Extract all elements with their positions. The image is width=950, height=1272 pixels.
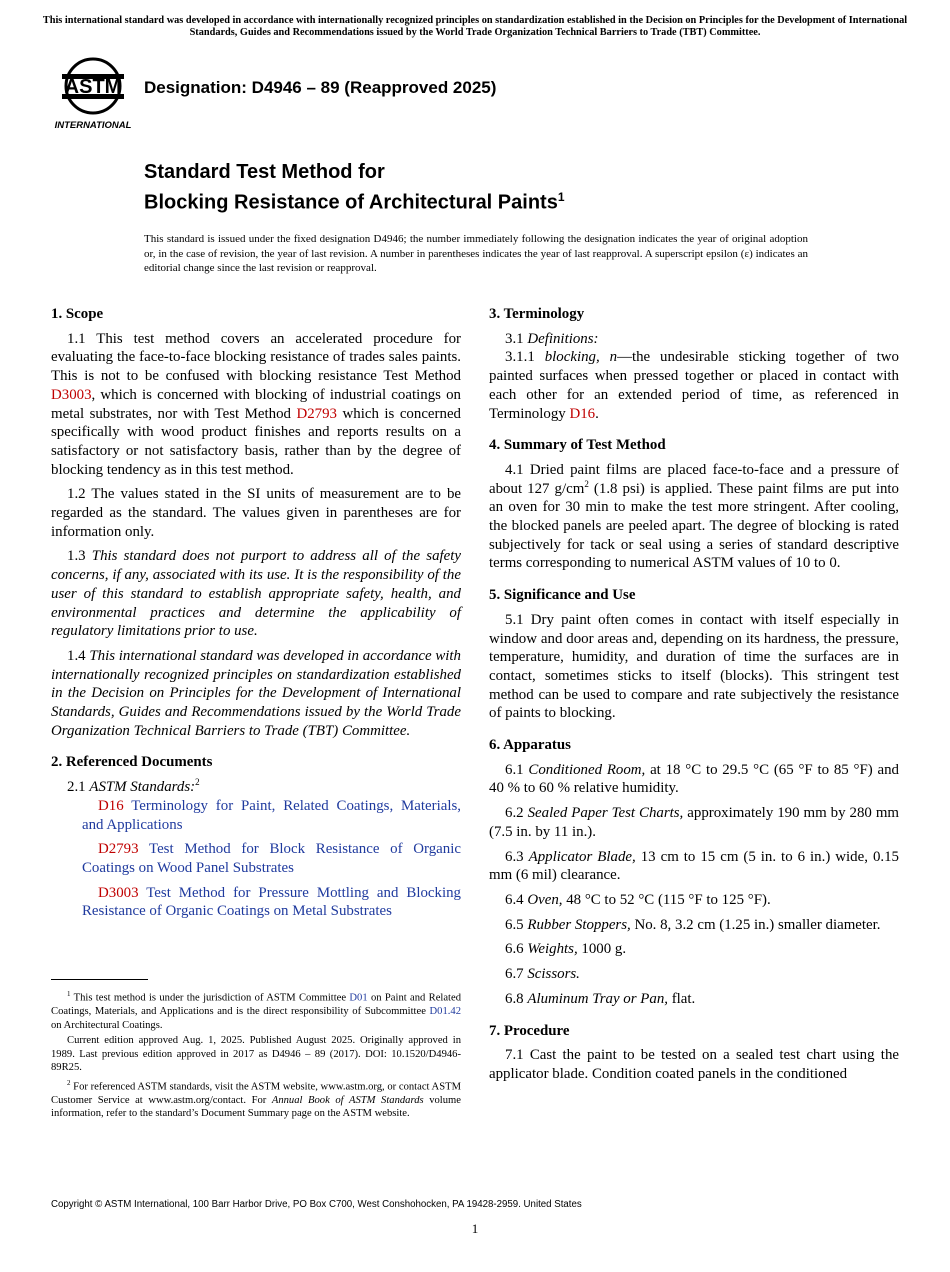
section-apparatus bbox=[489, 736, 899, 1008]
section-heading: 2. Referenced Documents bbox=[51, 754, 213, 771]
intro-paragraph: This standard is issued under the fixed designation D4946; the number immediately following the designation indicates the year of original adoption or, in the case of revision, the year of last revision. A number in parentheses indicates the year of last reapproval. A superscript epsilon (ε) indicates an editorial change since the last revision or reapproval. bbox=[144, 233, 808, 274]
paragraph-5-1: 5.1 Dry paint often comes in contact with itself especially in window and door areas and, depending on its hardness, the pressure, temperature, humidity, and duration of time the surfaces are in contact, sometimes sticks to itself (blocks). This stringent test method can be used to compare and rate subjectively the resistance of paints to blocking. bbox=[489, 611, 899, 722]
logo-subtext: INTERNATIONAL bbox=[54, 120, 132, 131]
term: Rubber Stoppers, bbox=[527, 916, 631, 933]
ref-item bbox=[51, 797, 461, 834]
title-text: Blocking Resistance of Architectural Paints bbox=[144, 191, 558, 214]
section-significance bbox=[489, 586, 899, 723]
para-number: 6.6 bbox=[505, 941, 528, 958]
footnote-marker: 2 bbox=[67, 1078, 71, 1087]
text: No. 8, 3.2 cm (1.25 in.) smaller diameter. bbox=[630, 916, 881, 933]
section-heading: 5. Significance and Use bbox=[489, 587, 636, 604]
text: which is concerned specifically with wood product finishes and reports results on a satisfactory or not satisfactory basis, rather than by the degree of blocking tendency as in this test method. bbox=[51, 405, 461, 478]
text: (1.8 psi) is applied. These paint films are put into an oven for 30 min to make the test more stringent. After cooling, the blocked panels are peeled apart. The degree of blocking is rated subjectively for tack or seal using a series of standard descriptive terms corresponding to numerical ASTM values of 10 to 0. bbox=[489, 480, 899, 572]
apparatus-item bbox=[489, 848, 899, 885]
apparatus-item bbox=[489, 804, 899, 841]
text: Definitions: bbox=[527, 330, 599, 347]
paragraph-4-1 bbox=[489, 461, 899, 573]
text: —the undesirable sticking together of two painted surfaces when pressed together or placed in contact with each other for an extended period of time, as referenced in Terminology bbox=[489, 349, 899, 422]
footnote-edition: Current edition approved Aug. 1, 2025. Published August 2025. Originally approved in 1989. Last previous edition approved in 2017 as D4946 – 89 (2017). DOI: 10.1520/D4946-89R25. bbox=[51, 1035, 461, 1074]
text: on Paint and Related Coatings, Materials, and Applications and is the direct responsibility of Subcommittee bbox=[51, 992, 461, 1018]
footnote-1 bbox=[51, 988, 461, 1032]
paragraph-7-1: 7.1 Cast the paint to be tested on a sealed test chart using the applicator blade. Condition coated panels in the conditioned bbox=[489, 1047, 899, 1082]
document-title bbox=[144, 160, 565, 216]
paragraph-1-2: 1.2 The values stated in the SI units of measurement are to be regarded as the standard. The values given in parentheses are for information only. bbox=[51, 486, 461, 540]
apparatus-item bbox=[489, 965, 899, 984]
term: Applicator Blade, bbox=[528, 848, 636, 865]
ref-link-d16[interactable]: D16 bbox=[569, 405, 596, 422]
para-number: 6.1 bbox=[505, 761, 529, 778]
text: 4.1 Dried paint films are placed face-to-face and a pressure of about 127 g/cm bbox=[489, 461, 899, 497]
apparatus-item bbox=[489, 990, 899, 1009]
footnote-divider bbox=[51, 979, 148, 980]
ref-link-d2793[interactable]: D2793 bbox=[296, 405, 338, 422]
para-number: 6.8 bbox=[505, 990, 528, 1007]
text: volume information, refer to the standard’s Document Summary page on the ASTM website. bbox=[51, 1094, 461, 1120]
section-heading: 4. Summary of Test Method bbox=[489, 437, 666, 454]
superscript: 2 bbox=[584, 478, 589, 489]
ref-title-link[interactable]: Test Method for Pressure Mottling and Blocking Resistance of Organic Coatings on Metal Substrates bbox=[82, 884, 461, 920]
ref-item bbox=[51, 884, 461, 921]
term: Oven, bbox=[527, 891, 563, 908]
text: Annual Book of ASTM Standards bbox=[271, 1094, 424, 1106]
section-heading: 1. Scope bbox=[51, 306, 104, 322]
para-number: 6.3 bbox=[505, 848, 529, 865]
text: on Architectural Coatings. bbox=[51, 1019, 163, 1031]
ref-link-d3003[interactable]: D3003 bbox=[51, 386, 92, 403]
term: Aluminum Tray or Pan, bbox=[527, 990, 668, 1007]
footnote-marker: 1 bbox=[67, 990, 71, 998]
section-scope bbox=[51, 305, 461, 740]
paragraph-1-3 bbox=[51, 547, 461, 641]
text: ASTM Standards: bbox=[89, 779, 196, 796]
para-number: 6.7 bbox=[505, 966, 528, 983]
title-footnote-marker: 1 bbox=[557, 190, 565, 204]
right-column bbox=[489, 305, 899, 1097]
term: blocking, n bbox=[544, 349, 618, 366]
text: 48 °C to 52 °C (115 °F to 125 °F). bbox=[562, 891, 771, 908]
paragraph-3-1 bbox=[489, 330, 899, 349]
text: . bbox=[595, 405, 599, 422]
text: , which is concerned with blocking of industrial coatings on metal substrates, nor with Test Method bbox=[51, 386, 461, 422]
footnote-marker: 2 bbox=[195, 777, 200, 788]
para-number: 3.1 bbox=[505, 330, 528, 347]
section-summary bbox=[489, 436, 899, 573]
text: 1.1 This test method covers an accelerated procedure for evaluating the face-to-face blocking resistance of trades sales paints. This is not to be confused with blocking resistance Test Method bbox=[51, 330, 461, 385]
term: Conditioned Room, bbox=[528, 761, 646, 778]
apparatus-item bbox=[489, 916, 899, 935]
text: This international standard was developed in accordance with internationally recognized principles on standardization established in the Decision on Principles for the Development of International Standards, Guides and Recommendations issued by the World Trade Organization Technical Barriers to Trade (TBT) Committee. bbox=[51, 647, 462, 739]
text: This test method is under the jurisdiction of ASTM Committee bbox=[70, 992, 350, 1004]
text: For referenced ASTM standards, visit the ASTM website, www.astm.org, or contact ASTM Customer Service at www.astm.org/contact. For bbox=[51, 1081, 461, 1106]
paragraph-2-1 bbox=[51, 778, 461, 797]
ref-title-link[interactable]: Test Method for Block Resistance of Organic Coatings on Wood Panel Substrates bbox=[82, 841, 461, 876]
subcommittee-link[interactable]: D01.42 bbox=[429, 1006, 461, 1018]
para-number: 1.4 bbox=[67, 647, 90, 664]
title-line-1: Standard Test Method for bbox=[144, 161, 385, 183]
para-number: 6.4 bbox=[505, 891, 528, 908]
page-number: 1 bbox=[471, 1221, 479, 1236]
section-heading: 3. Terminology bbox=[489, 306, 585, 322]
ref-title-link[interactable]: Terminology for Paint, Related Coatings, Materials, and Applications bbox=[82, 797, 461, 833]
ref-item bbox=[51, 840, 461, 877]
text: This standard does not purport to address all of the safety concerns, if any, associated with its use. It is the responsibility of the user of this standard to establish appropriate safety, health, and environmental practices and determine the applicability of regulatory limitations prior to use. bbox=[51, 548, 462, 640]
designation: Designation: D4946 – 89 (Reapproved 2025) bbox=[144, 78, 497, 97]
term: Weights, bbox=[527, 941, 578, 958]
apparatus-item bbox=[489, 891, 899, 910]
term: Sealed Paper Test Charts, bbox=[527, 805, 684, 822]
footnotes bbox=[51, 988, 461, 1123]
text: at 18 °C to 29.5 °C (65 °F to 85 °F) and 40 % to 60 % relative humidity. bbox=[489, 761, 899, 797]
ref-code-link[interactable]: D3003 bbox=[98, 884, 139, 901]
apparatus-item bbox=[489, 940, 899, 959]
para-number: 1.3 bbox=[67, 548, 92, 565]
top-notice: This international standard was developed in accordance with internationally recognized principles on standardization established in the Decision on Principles for the Development of International Standards, Guides and Recommendations issued by the World Trade Organization Technical Barriers to Trade (TBT) Committee. bbox=[42, 15, 908, 38]
paragraph-1-1 bbox=[51, 330, 461, 480]
text: flat. bbox=[667, 990, 696, 1007]
text: 1000 g. bbox=[577, 941, 627, 958]
committee-link[interactable]: D01 bbox=[349, 992, 368, 1004]
logo-text: ASTM bbox=[64, 76, 122, 98]
copyright: Copyright © ASTM International, 100 Barr Harbor Drive, PO Box C700, West Conshohocken, PA 19428-2959. United States bbox=[51, 1199, 582, 1210]
text: 13 cm to 15 cm (5 in. to 6 in.) wide, 0.15 mm (6 mil) clearance. bbox=[489, 848, 900, 884]
ref-code-link[interactable]: D16 bbox=[98, 797, 124, 814]
section-procedure bbox=[489, 1022, 899, 1084]
para-number: 2.1 bbox=[67, 779, 90, 796]
term: Scissors. bbox=[527, 966, 580, 983]
para-number: 3.1.1 bbox=[505, 349, 545, 366]
astm-logo-icon bbox=[52, 56, 134, 132]
section-terminology bbox=[489, 305, 899, 423]
paragraph-1-4 bbox=[51, 647, 461, 741]
para-number: 6.5 bbox=[505, 916, 528, 933]
left-column bbox=[51, 305, 461, 934]
section-referenced-documents bbox=[51, 753, 461, 921]
section-heading: 7. Procedure bbox=[489, 1022, 570, 1039]
astm-logo bbox=[52, 56, 134, 132]
text: approximately 190 mm by 280 mm (7.5 in. by 11 in.). bbox=[489, 805, 899, 840]
ref-code-link[interactable]: D2793 bbox=[98, 841, 139, 858]
footnote-2 bbox=[51, 1077, 461, 1121]
para-number: 6.2 bbox=[505, 805, 528, 822]
title-line-2 bbox=[144, 185, 565, 216]
section-heading: 6. Apparatus bbox=[489, 737, 571, 754]
apparatus-item bbox=[489, 761, 899, 798]
paragraph-3-1-1 bbox=[489, 348, 899, 423]
